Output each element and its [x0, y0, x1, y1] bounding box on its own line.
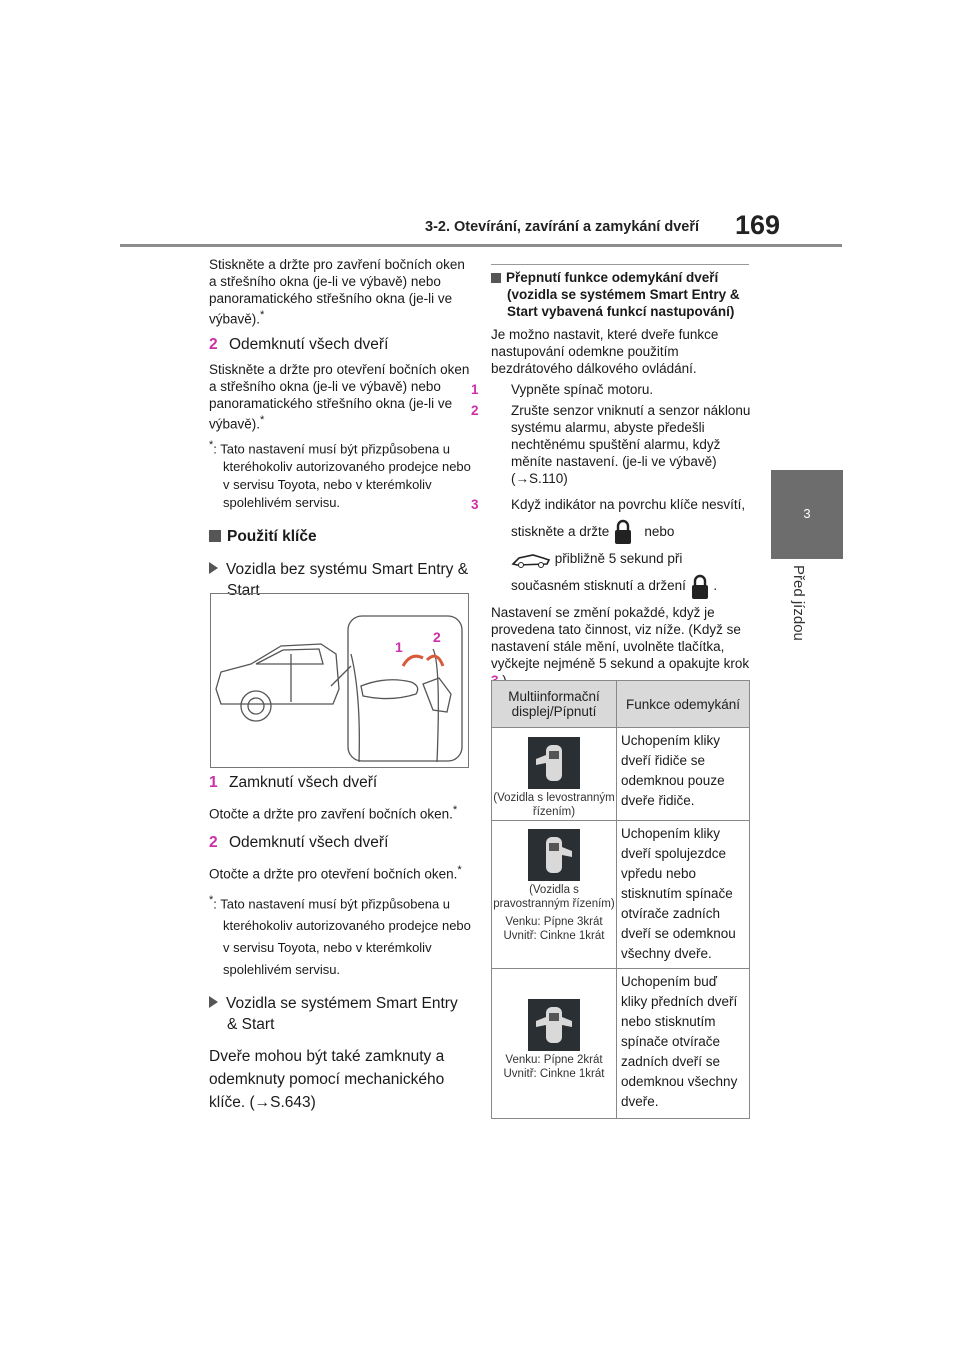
- car-top-view-driver-door-open-icon: [528, 737, 580, 789]
- lock-button-icon: [690, 574, 710, 600]
- section-heading: Použití klíče: [209, 526, 471, 547]
- triangle-bullet-icon: [209, 562, 218, 574]
- right-step3: 3 Když indikátor na povrchu klíče nesvítí, stiskněte a držte nebo přibližně 5 sekund při současném stisknutí a držení .: [491, 491, 753, 600]
- key-figure: [210, 593, 469, 768]
- step2-text: Stiskněte a držte pro otevření bočních oken a střešního okna (je-li ve výbavě) nebo panoramatického střešního okna (je-li ve výbavě).*: [209, 361, 470, 431]
- table-row: [492, 821, 750, 969]
- footnote-mark: *: [260, 309, 265, 321]
- lhd-caption: (Vozidla s levostranným řízením): [493, 792, 615, 818]
- all-doors-sound: Venku: Pípne 2krát Uvnitř: Cinkne 1krát: [503, 1054, 605, 1080]
- chapter-label: Před jízdou: [790, 565, 807, 641]
- table-row: [492, 969, 750, 1119]
- footnote-mark: *: [260, 413, 265, 426]
- right-step2: 2 Zrušte senzor vniknutí a senzor náklonu systému alarmu, abyste předešli nechtěnému spuštění alarmu, když měníte nastavení. (je-li ve výbavě) (→S.110): [471, 403, 751, 486]
- left-column: [209, 256, 471, 601]
- footnote-2: *: Tato nastavení musí být přizpůsobena u kteréhokoliv autorizovaného prodejce nebo v servisu Toyota, nebo v kterémkoliv spolehlivém servisu.: [209, 894, 471, 978]
- k2-text: Otočte a držte pro otevření bočních oken.*: [209, 863, 462, 881]
- display-cell-lhd: [492, 728, 617, 821]
- right-intro: Je možno nastavit, které dveře funkce nastupování odemkne použitím bezdrátového dálkového ovládání.: [491, 327, 719, 376]
- figure-label-1: 1: [395, 639, 403, 655]
- figure-label-2: 2: [433, 629, 441, 645]
- right-step1: 1 Vypněte spínač motoru.: [471, 382, 654, 397]
- display-cell-rhd: [492, 821, 617, 969]
- right-after-text: Nastavení se změní pokaždé, když je provedena tato činnost, viz níže. (Když se nastavení stále mění, uvolněte tlačítka, vyčkejte nejméně 5 sekund a opakujte krok: [491, 604, 750, 671]
- square-bullet-icon: [209, 530, 221, 542]
- k1-heading: 1 Zamknutí všech dveří: [209, 774, 378, 791]
- step2-heading: [209, 334, 471, 355]
- subheading-smart-entry: Vozidla se systémem Smart Entry & Start: [209, 993, 471, 1035]
- section-title: 3-2. Otevírání, zavírání a zamykání dveří: [425, 219, 700, 235]
- function-cell-1: Uchopením kliky dveří řidiče se odemknou pouze dveře řidiče.: [617, 728, 750, 821]
- rhd-caption: (Vozidla s pravostranným řízením): [493, 884, 615, 910]
- k1-text: Otočte a držte pro zavření bočních oken.*: [209, 804, 458, 822]
- footnote-1: *: Tato nastavení musí být přizpůsobena u kteréhokoliv autorizovaného prodejce nebo v servisu Toyota, nebo v kterémkoliv spolehlivém servisu.: [209, 439, 471, 511]
- step-number: 2: [209, 335, 218, 353]
- car-door-key-illustration: [211, 594, 468, 767]
- k2-heading: 2 Odemknutí všech dveří: [209, 833, 389, 851]
- table-header-row: [492, 681, 750, 728]
- rhd-sound: Venku: Pípne 3krát Uvnitř: Cinkne 1krát: [503, 916, 605, 942]
- mechanical-key-text: Dveře mohou být také zamknuty a odemknuty pomocí mechanického klíče. (→S.643): [209, 1048, 445, 1112]
- step-label: Odemknutí všech dveří: [229, 335, 389, 353]
- chapter-number: 3: [803, 506, 811, 521]
- function-cell-3: Uchopením buď kliky předních dveří nebo stisknutím spínače otvírače zadních dveří se odemknou všechny dveře.: [617, 969, 750, 1119]
- lock-button-icon: [613, 519, 633, 545]
- table-row: [492, 728, 750, 821]
- square-bullet-icon: [491, 273, 501, 283]
- right-column: [471, 269, 753, 689]
- display-cell-all: [492, 969, 617, 1119]
- page-number: 169: [735, 210, 781, 240]
- table-header-function: Funkce odemykání: [617, 681, 750, 728]
- unlock-settings-table: [491, 680, 750, 1119]
- intro-text: Stiskněte a držte pro zavření bočních oken a střešního okna (je-li ve výbavě) nebo panoramatického střešního okna (je-li ve výbavě).*: [209, 257, 465, 327]
- right-top-rule: [491, 264, 749, 265]
- table-header-display: Multiinformační displej/Pípnutí: [492, 681, 617, 728]
- car-outline-icon: [511, 550, 551, 570]
- subheading-no-smart-entry: Vozidla bez systému Smart Entry & Start: [209, 559, 471, 601]
- function-cell-2: Uchopením kliky dveří spolujezdce vpředu nebo stisknutím spínače otvírače zadních dveří se odemknou všechny dveře.: [617, 821, 750, 969]
- car-top-view-all-doors-open-icon: [528, 999, 580, 1051]
- car-top-view-passenger-door-open-icon: [528, 829, 580, 881]
- right-heading: Přepnutí funkce odemykání dveří (vozidla se systémem Smart Entry & Start vybavená funkcí nastupování): [491, 269, 753, 320]
- chapter-tab: [771, 470, 843, 558]
- chapter-tab-rule: [771, 558, 843, 559]
- header-rule: [120, 244, 842, 247]
- left-column-lower: [209, 772, 471, 1114]
- triangle-bullet-icon: [209, 996, 218, 1008]
